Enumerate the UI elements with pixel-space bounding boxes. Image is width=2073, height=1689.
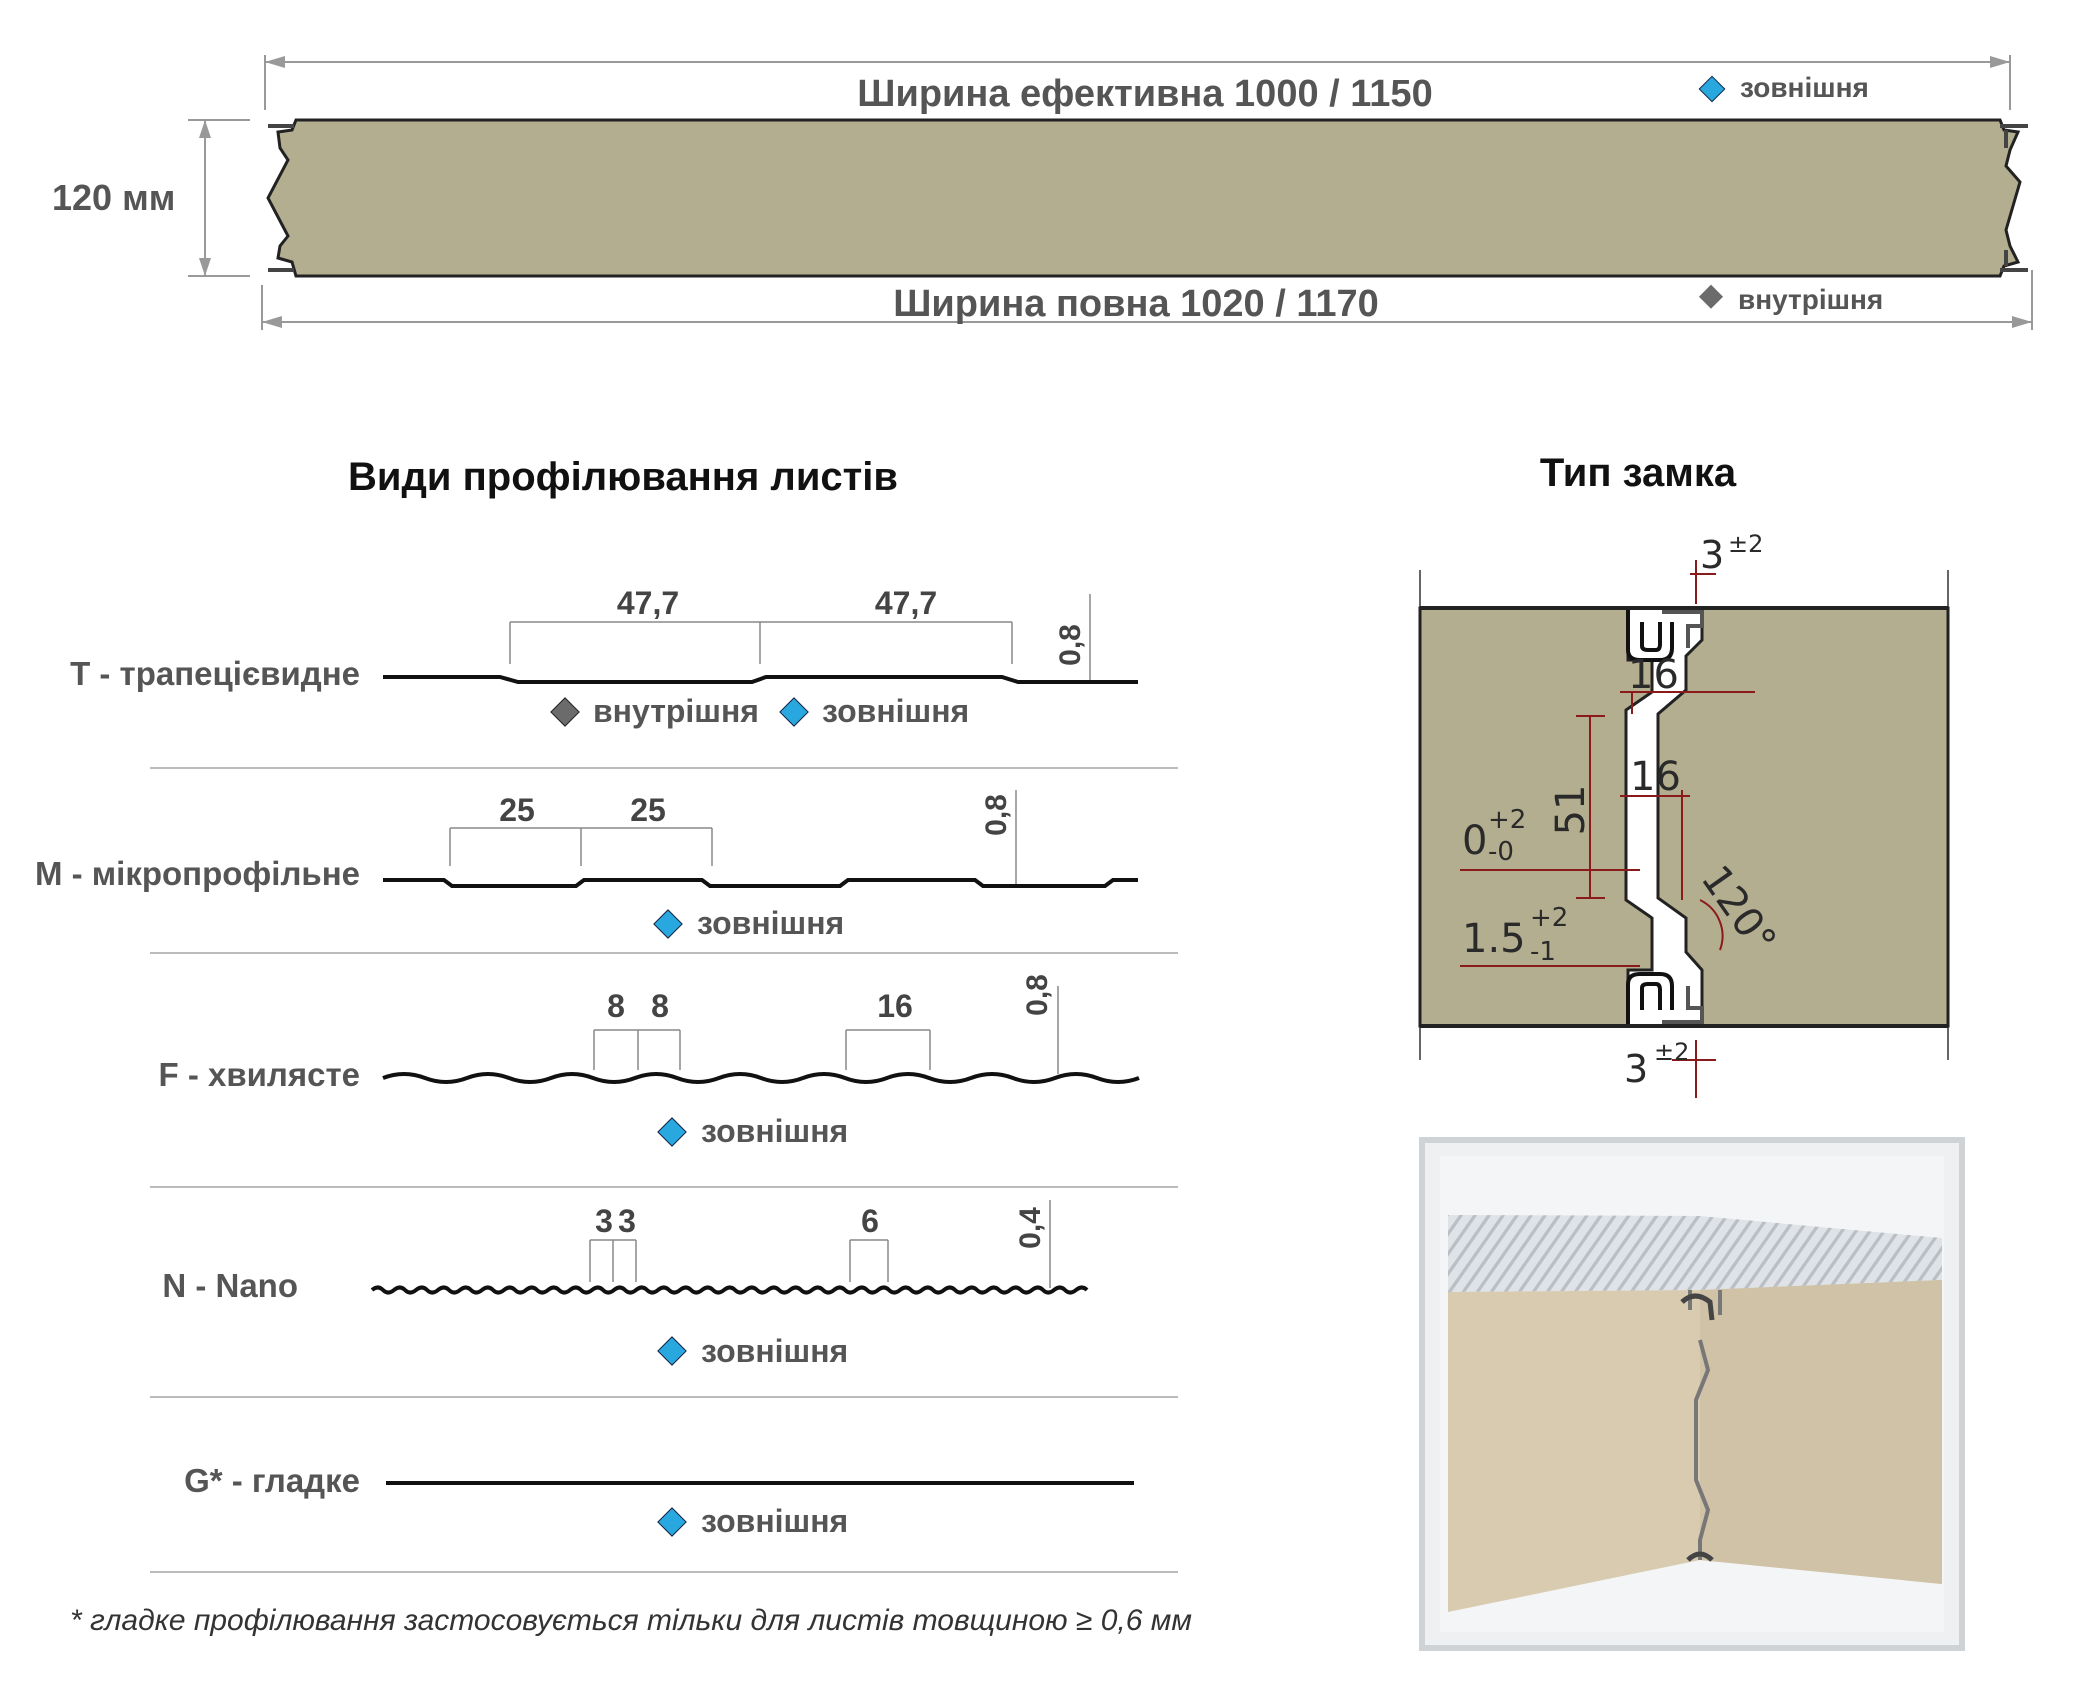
profile-n-dim-2: 3 (618, 1203, 636, 1239)
lock-drawing (1420, 530, 1948, 1098)
profile-n-dim-thickness: 0,4 (1014, 1207, 1047, 1249)
lock-offset-tol-down: -1 (1530, 937, 1556, 967)
profile-n-dim-1: 3 (595, 1203, 613, 1239)
lock-height: 51 (1548, 784, 1594, 836)
profile-f-label: F - хвилясте (158, 1056, 360, 1093)
profile-f-dim-2: 8 (651, 988, 669, 1024)
footnote: * гладке профілювання застосовується тільки для листів товщиною ≥ 0,6 мм (70, 1604, 1192, 1637)
profile-t-outer-icon (780, 698, 808, 726)
profile-n-line (372, 1288, 1087, 1293)
profile-f-dim-thickness: 0,8 (1021, 974, 1054, 1016)
legend-outer-label: зовнішня (1740, 72, 1869, 103)
profile-t-dim-1: 47,7 (616, 585, 680, 621)
lock-zero-tol-up: +2 (1488, 805, 1527, 835)
panel-section (52, 55, 2032, 330)
lock-right-core (1658, 608, 1948, 1026)
profile-g (184, 1462, 1134, 1539)
legend-inner-label: внутрішня (1738, 284, 1884, 315)
profile-g-marker-1: зовнішня (701, 1503, 849, 1539)
profile-t-line (383, 677, 1138, 682)
full-width-label: Ширина повна 1020 / 1170 (893, 283, 1379, 325)
profile-m-outer-icon (654, 910, 682, 938)
profile-f (159, 974, 1140, 1149)
profile-n-dim-3: 6 (861, 1203, 879, 1239)
outer-marker-icon (1699, 76, 1724, 101)
profile-f-line (383, 1074, 1139, 1082)
lock-gap-top-tol: ±2 (1728, 530, 1764, 558)
profiles-title: Види профілювання листів (348, 455, 898, 499)
lock-depth-a: 16 (1628, 652, 1679, 698)
profile-n-marker-1: зовнішня (701, 1333, 849, 1369)
lock-zero: 0 (1462, 818, 1488, 864)
lock-photo (1422, 1140, 1962, 1648)
profile-t-dim-2: 47,7 (874, 585, 938, 621)
lock-gap-top: 3 (1700, 533, 1725, 577)
effective-width-label: Ширина ефективна 1000 / 1150 (857, 73, 1433, 115)
profile-m-dim-2: 25 (630, 792, 666, 828)
profile-g-outer-icon (658, 1508, 686, 1536)
lock-title: Тип замка (1539, 451, 1737, 495)
profile-t-inner-icon (551, 698, 579, 726)
lock-gap-bottom: 3 (1624, 1047, 1649, 1091)
profile-n (162, 1200, 1087, 1369)
profile-m-dim-thickness: 0,8 (980, 794, 1013, 836)
profile-m-label: M - мікропрофільне (34, 855, 360, 892)
thickness-label: 120 мм (52, 177, 176, 218)
profile-t-marker-1: внутрішня (593, 693, 759, 729)
profile-t (70, 585, 1138, 729)
profile-m-marker-1: зовнішня (697, 905, 845, 941)
profile-f-dim-1: 8 (607, 988, 625, 1024)
profile-m (35, 790, 1138, 941)
lock-gap-bottom-tol: ±2 (1654, 1038, 1690, 1066)
profile-m-dim-1: 25 (499, 792, 535, 828)
profile-n-outer-icon (658, 1337, 686, 1365)
inner-marker-icon (1699, 285, 1723, 309)
profile-t-dim-thickness: 0,8 (1054, 624, 1087, 666)
profile-f-dim-3: 16 (877, 988, 913, 1024)
profile-f-outer-icon (658, 1118, 686, 1146)
lock-depth-b: 16 (1630, 754, 1681, 800)
profile-f-marker-1: зовнішня (701, 1113, 849, 1149)
profile-g-label: G* - гладке (184, 1462, 360, 1499)
panel-core (268, 120, 2020, 276)
profile-t-label: T - трапецієвидне (70, 655, 360, 692)
lock-offset-tol-up: +2 (1530, 903, 1569, 933)
profile-t-marker-2: зовнішня (822, 693, 970, 729)
profile-n-label: N - Nano (162, 1267, 298, 1304)
lock-offset: 1.5 (1462, 916, 1526, 962)
profile-m-line (383, 880, 1138, 886)
lock-angle: 120° (1691, 857, 1785, 963)
lock-zero-tol-down: -0 (1488, 837, 1514, 867)
